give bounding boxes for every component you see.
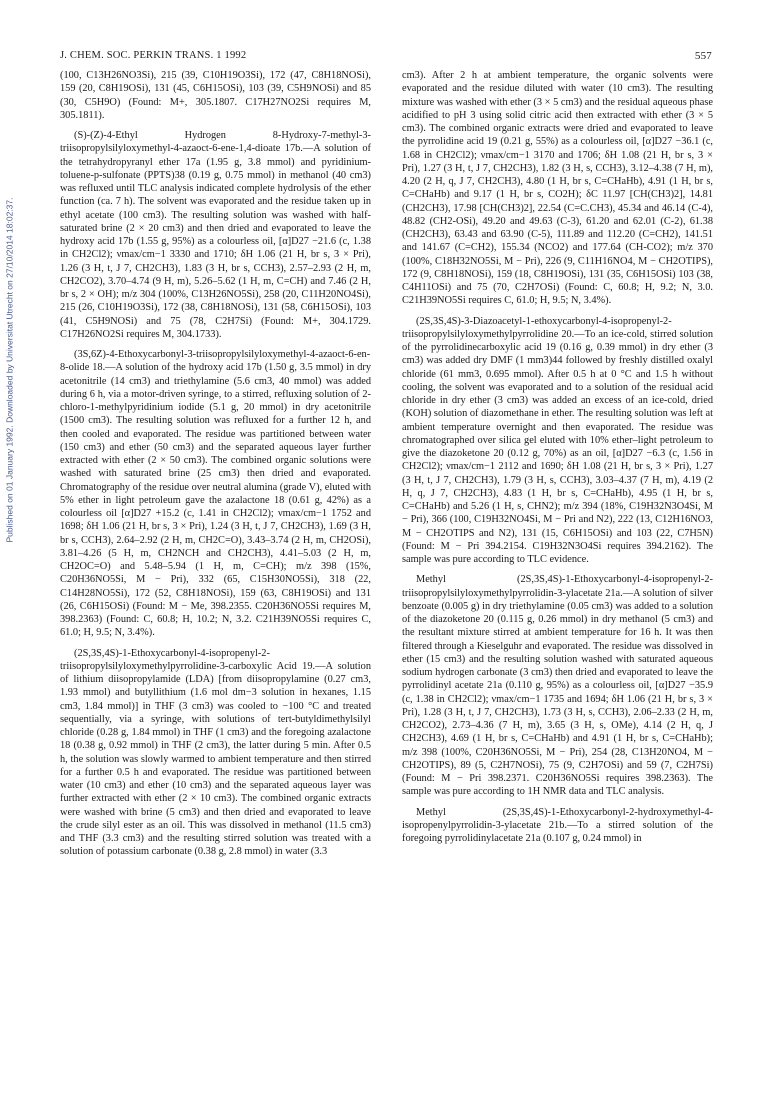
journal-citation: J. CHEM. SOC. PERKIN TRANS. 1 1992	[60, 50, 247, 61]
paragraph-azalactone-18: (3S,6Z)-4-Ethoxycarbonyl-3-triisopropylsilyloxymethyl-4-azaoct-6-en-8-olide 18.—A solution of the hydroxy acid 17b (1.50 g, 3.5 mmol) in dry acetonitrile (14 cm3) and triethylamine (5.6 cm3, 40 mmol) was added during 6 h, via a motor-driven syringe, to a stirred, refluxing solution of 2-chloro-1-methylpyridinium iodide (5.1 g, 20 mmol) in dry acetonitrile (1500 cm3). The resulting solution was refluxed for a further 12 h, and then cooled and evaporated. The residue was partitioned between water (150 cm3) and ether (50 cm3) and the separated aqueous layer further extracted with ether (2 × 50 cm3). The combined organic solutions were washed with saturated brine (25 cm3) then dried and evaporated. Chromatography of the residue over neutral alumina (grade V), eluted with 5% ether in light petroleum gave the azalactone 18 (0.61 g, 42%) as a colourless oil [α]D27 +15.2 (c, 1.41 in CH2Cl2); νmax/cm−1 1752 and 1698; δH 1.06 (21 H, br s, 3 × Pri), 1.24 (3 H, t, J 7, CH2CH3), 1.69 (3 H, br s, CCH3), 2.64–2.92 (2 H, m, CH2C=O), 3.43–3.74 (2 H, m, CH2OSi), 3.81–4.26 (5 H, m, CH2NCH and CH2CH3), 4.41–5.03 (2 H, m, CH2OC=O) and 5.48–5.94 (1 H, m, C=CH); m/z 398 (15%, C20H36NO5Si, M − Pri), 332 (65, C15H30NO5Si), 318 (22, C14H28NO5Si), 172 (52, C8H18NOSi), 159 (63, C8H19OSi) and 131 (26, C6H15OSi) (Found: M − Me, 398.2355. C20H36NO5Si requires M, 398.2363) (Found: C, 60.8; H, 10.2; N, 3.2. C21H39NO5Si requires C, 61.0; H, 9.5; N, 3.4%).	[60, 349, 371, 639]
paragraph-hydroxymethyl-21b: Methyl (2S,3S,4S)-1-Ethoxycarbonyl-2-hydroxymethyl-4-isopropenylpyrrolidin-3-ylacetate 21b.—To a stirred solution of the foregoing pyrrolidinylacetate 21a (0.107 g, 0.24 mmol) in	[402, 806, 713, 844]
running-header	[60, 50, 712, 66]
right-column	[402, 69, 713, 845]
download-note: Published on 01 January 1992. Downloaded by Universitat Utrecht on 27/10/2014 18:02:37.	[4, 197, 14, 543]
paragraph-acid-19-continuation: cm3). After 2 h at ambient temperature, the organic solvents were evaporated and the residue diluted with water (10 cm3). The resulting mixture was washed with ether (3 × 5 cm3) and the residual aqueous phase acidified to pH 3 using solid citric acid then extracted with ether (3 × 5 cm3). The combined organic extracts were dried and evaporated to leave the pyrrolidine acid 19 (0.21 g, 55%) as a colourless oil, [α]D27 −36.1 (c, 1.68 in CH2Cl2); νmax/cm−1 3170 and 1706; δH 1.08 (21 H, br s, 3 × Pri), 1.27 (3 H, t, J 7, CH2CH3), 1.82 (3 H, s, CCH3), 3.12–4.38 (7 H, m), 4.20 (2 H, q, J 7, CH2CH3), 4.80 (1 H, br s, C=CHaHb), 4.91 (1 H, br s, C=CHaHb) and 9.17 (1 H, br s, CO2H); δC 11.97 [CH(CH3)2], 14.81 (CH2CH3), 17.98 [CH(CH3)2], 22.54 (C=C.CH3), 45.34 and 46.14 (C-4), 48.82 (CH2-OSi), 49.20 and 49.63 (C-3), 61.20 and 62.01 (C-2), 61.38 (CH2CH3), 63.43 and 63.90 (C-5), 111.89 and 112.20 (C=CH2), 141.51 and 141.67 (C=CH2), 155.34 (NCO2) and 177.64 (CH-CO2); m/z 370 (100%, C18H32NO5Si, M − Pri), 226 (9, C11H16NO4, M − CH2OTIPS), 172 (9, C8H18NOSi), 159 (18, C8H19OSi), 131 (35, C6H15OSi) 103 (38, C4H11OSi) and 75 (70, C2H7OSi) (Found: C, 60.8; H, 9.2; N, 3.0. C21H39NO5Si requires C, 61.0; H, 9.5; N, 3.4%).	[402, 70, 713, 307]
paragraph-pyrrolidinyl-acetate-21a: Methyl (2S,3S,4S)-1-Ethoxycarbonyl-4-isopropenyl-2-triisopropylsilyloxymethylpyrrolidin-3-ylacetate 21a.—A solution of silver benzoate (0.005 g) in dry triethylamine (0.05 cm3) was added to a solution of the diazoketone 20 (0.115 g, 0.26 mmol) in dry methanol (5 cm3) and the resultant mixture stirred at ambient temperature for 16 h. It was then filtered through a Kieselguhr and evaporated. The residue was dissolved in ether (15 cm3) and the resulting solution washed with saturated aqueous sodium hydrogen carbonate (3 cm3) then dried and evaporated to leave the pyrrolidinyl acetate 21a (0.110 g, 95%) as a colourless oil, [α]D27 −35.9 (c, 1.38 in CH2Cl2); νmax/cm−1 1735 and 1694; δH 1.06 (21 H, br s, 3 × Pri), 1.28 (3 H, t, J 7, CH2CH3), 1.73 (3 H, s, CCH3), 2.06–2.33 (2 H, m, CH2CO2), 2.73–4.36 (7 H, m), 3.65 (3 H, s, OMe), 4.14 (2 H, q, J CH2CH3), 4.69 (1 H, br s, C=CHaHb) and 4.91 (1 H, br s, C=CHaHb); m/z 398 (100%, C20H36NO5Si, M − Pri), 254 (28, C13H20NO4, M − CH2OTIPS), 89 (5, C2H7NOSi), 75 (9, C2H7OSi) and 59 (7, C2H7Si) (Found: M − Pri 398.2371. C20H36NO5Si requires 398.2363). The sample was pure according to 1H NMR data and TLC analysis.	[402, 574, 713, 798]
paragraph-mass-spec-continuation: (100, C13H26NO3Si), 215 (39, C10H19O3Si), 172 (47, C8H18NOSi), 159 (20, C8H19OSi), 131 (45, C6H15OSi), 103 (39, C5H9NOSi) and 85 (30, C5H9O) (Found: M+, 305.1807. C17H27NO2Si requires M, 305.1811).	[60, 70, 371, 121]
download-watermark	[2, 70, 16, 670]
paragraph-pyrrolidine-acid-19: (2S,3S,4S)-1-Ethoxycarbonyl-4-isopropenyl-2-triisopropylsilyloxymethylpyrrolidine-3-carboxylic Acid 19.—A solution of lithium diisopropylamide (LDA) [from diisopropylamine (0.27 cm3, 1.93 mmol) and butyllithium (1.6 mol dm−3 solution in hexanes, 1.15 cm3, 1.84 mmol)] in THF (3 cm3) was cooled to −100 °C and treated sequentially, via a syringe, with solutions of tert-butyldimethylsilyl chloride (0.28 g, 1.84 mmol) in THF (1 cm3) and the foregoing azalactone 18 (0.38 g, 0.92 mmol) in THF (2 cm3), the latter during 5 min. After 0.5 h, the solution was slowly warmed to ambient temperature and then stirred for a further 0.5 h and evaporated. The residue was partitioned between water (10 cm3) and ether (10 cm3) and the separated aqueous layer was further extracted with ether (2 × 10 cm3). The combined organic extracts were washed with brine (5 cm3) and then dried and evaporated to leave the crude silyl ester as an oil. This was dissolved in methanol (11.5 cm3) and THF (3.3 cm3) and the resulting stirred solution was treated with a solution of potassium carbonate (0.38 g, 2.8 mmol) in water (3.3	[60, 647, 371, 858]
left-column	[60, 69, 371, 859]
page-number: 557	[694, 50, 712, 62]
paragraph-diazoketone-20: (2S,3S,4S)-3-Diazoacetyl-1-ethoxycarbonyl-4-isopropenyl-2-triisopropylsilyloxymethylpyrrolidine 20.—To an ice-cold, stirred solution of the pyrrolidinecarboxylic acid 19 (0.16 g, 0.39 mmol) in dry ether (3 cm3) was added dry DMF (1 mm3)44 followed by freshly distilled oxalyl chloride (61 mm3, 0.695 mmol). After 0.5 h at 0 °C and 1.5 h without cooling, the solvent was evaporated and to a solution of the residual acid chloride in dry ether (3 cm3) was added an excess of an ice-cold, dried (KOH) solution of diazomethane in ether. The resulting solution was left at ambient temperature overnight and then evaporated. The residue was chromatographed over silica gel eluted with 10% ether–light petroleum to give the diazoketone 20 (0.12 g, 70%) as an oil, [α]D27 −6.3 (c, 1.56 in CH2Cl2); νmax/cm−1 2112 and 1690; δH 1.08 (21 H, br s, 3 × Pri), 1.27 (3 H, t, J 7, CH2CH3), 1.79 (3 H, s, CCH3), 3.03–4.37 (7 H, m), 4.19 (2 H, q, J 7, CH2CH3), 4.83 (1 H, br s, C=CHaHb), 4.95 (1 H, br s, C=CHaHb) and 5.26 (1 H, s, CHN2); m/z 394 (18%, C19H32N3O4Si, M − Pri), 366 (100, C19H32NO4Si, M − Pri and N2), 222 (13, C12H16NO3, M − CH2OTIPS and N2), 131 (15, C6H15OSi) and 103 (22, C7H5N) (Found: M − Pri 394.2154. C19H32N3O4Si requires 394.2162). The sample was pure according to TLC evidence.	[402, 315, 713, 565]
paragraph-hydroxy-acid-17b: (S)-(Z)-4-Ethyl Hydrogen 8-Hydroxy-7-methyl-3-triisopropylsilyloxymethyl-4-azaoct-6-ene-1,4-dioate 17b.—A solution of the tetrahydropyranyl ether 17a (1.95 g, 3.8 mmol) and pyridinium-toluene-p-sulfonate (PPTS)38 (0.19 g, 0.75 mmol) in methanol (40 cm3) was refluxed until TLC analysis indicated complete hydrolysis of the ether function (ca. 7 h). The solvent was evaporated and the residue taken up in ethyl acetate (100 cm3). The resulting solution was washed with half-saturated brine (2 × 20 cm3) and then dried and evaporated to leave the hydroxy acid 17b (1.55 g, 95%) as a colourless oil, [α]D27 −21.6 (c, 1.38 in CH2Cl2); νmax/cm−1 3330 and 1710; δH 1.06 (21 H, br s, 3 × Pri), 1.26 (3 H, t, J 7, CH2CH3), 1.83 (3 H, br s, CCH3), 2.57–2.93 (2 H, m, CH2CO2), 3.70–4.74 (9 H, m), 5.26–5.62 (1 H, m, C=CH) and 7.46 (2 H, br s, 2 × OH); m/z 304 (100%, C13H26NO5Si), 258 (20, C11H20NO4Si), 215 (26, C10H19O3Si), 172 (38, C8H18NOSi), 131 (58, C6H15OSi), 103 (41, C5H9NOSi) and 75 (78, C2H7Si) (Found: M+, 304.1729. C17H26NO2Si requires M, 304.1733).	[60, 130, 371, 340]
